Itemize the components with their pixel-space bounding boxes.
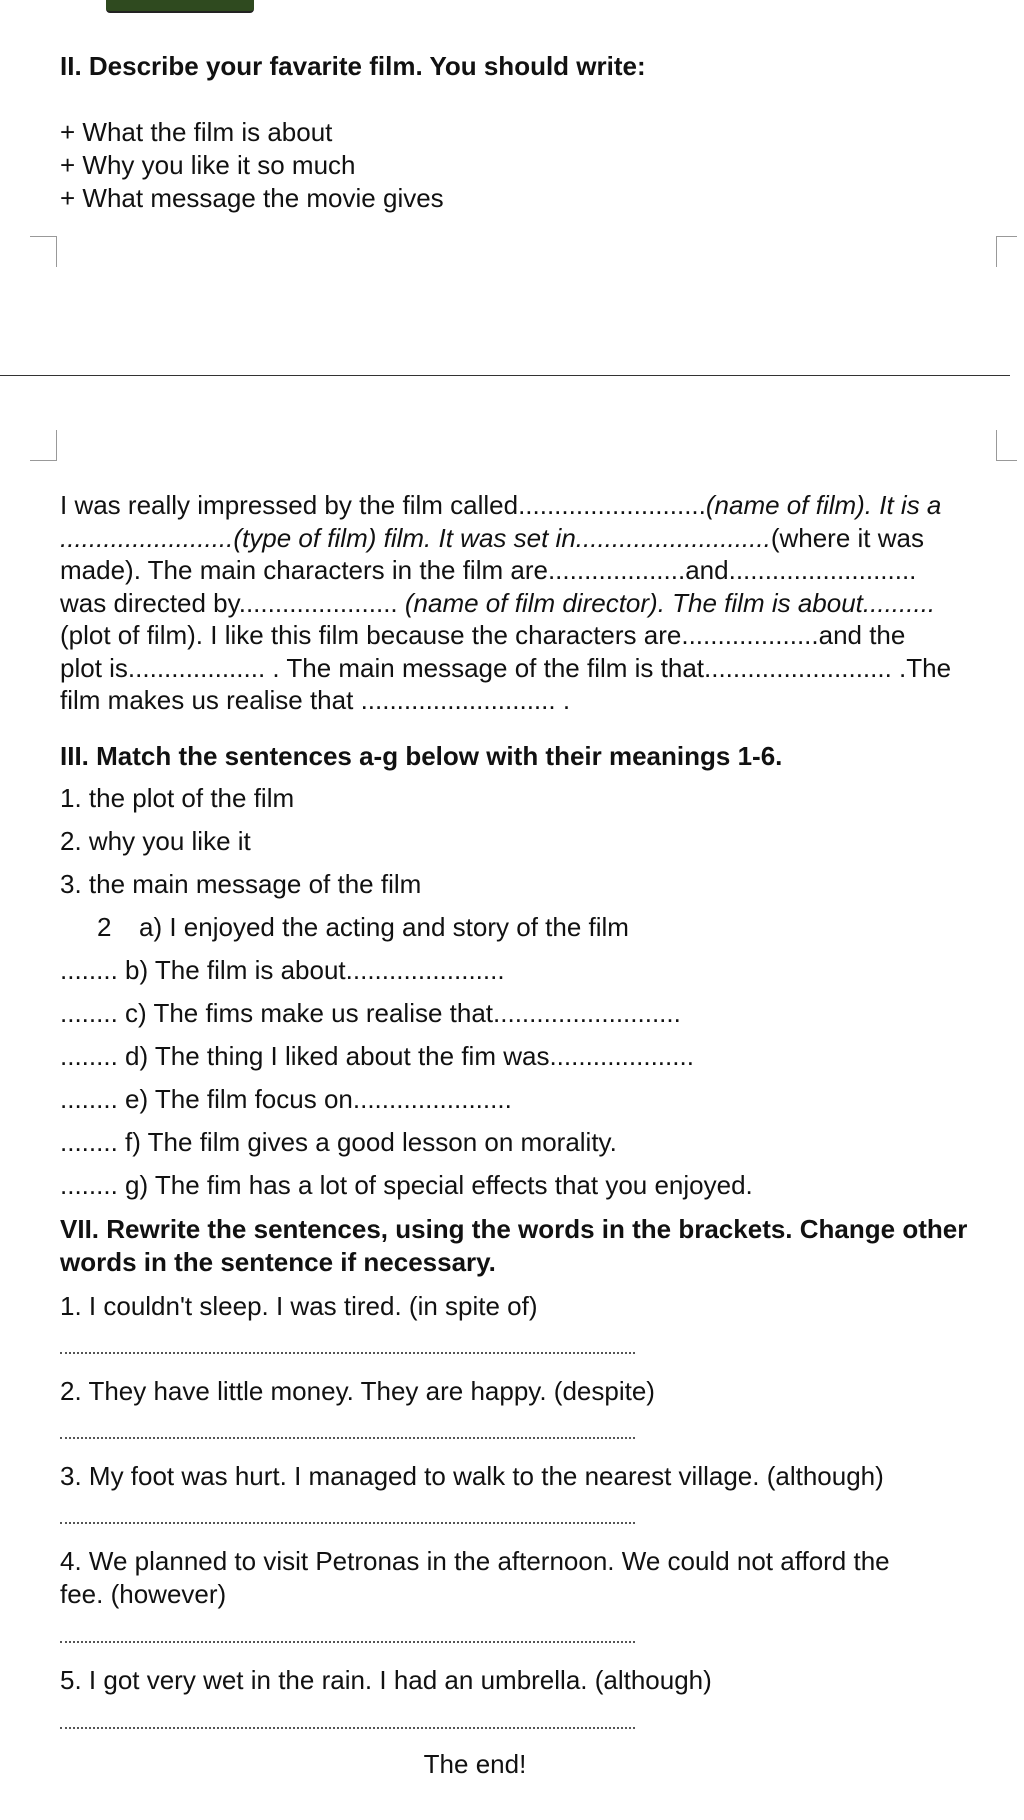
match-answer-blank: ........: [60, 998, 118, 1028]
blank: ...................: [127, 652, 266, 683]
rewrite-item-5: 5. I got very wet in the rain. I had an umbrella. (although): [60, 1665, 712, 1695]
section7-heading-line1: VII. Rewrite the sentences, using the words in the brackets. Change other: [60, 1214, 968, 1244]
blank: ..........................: [704, 652, 892, 683]
section3-heading: III. Match the sentences a-g below with their meanings 1-6.: [60, 741, 783, 771]
match-sentence-a: 2 a) I enjoyed the acting and story of the film: [60, 911, 629, 943]
meaning-3: 3. the main message of the film: [60, 869, 422, 899]
blank: ..........................: [518, 490, 706, 520]
blank: ..........: [862, 587, 936, 618]
match-sentence-e: ........ e) The film focus on......................: [60, 1084, 512, 1114]
blank: ...................: [547, 555, 686, 585]
answer-line: [60, 1727, 635, 1729]
rewrite-item-1: 1. I couldn't sleep. I was tired. (in spite of): [60, 1291, 538, 1321]
blank: ..........................: [728, 555, 917, 585]
page-break-line: [0, 375, 1010, 376]
match-answer-blank: ........: [60, 1127, 118, 1157]
rewrite-item-2: 2. They have little money. They are happy. (despite): [60, 1376, 655, 1406]
bullet-2: + Why you like it so much: [60, 150, 356, 180]
section7-heading-line2: words in the sentence if necessary.: [60, 1247, 496, 1277]
blank: ...................: [681, 620, 819, 650]
page-corner-mark: [996, 236, 1017, 267]
bullet-1: + What the film is about: [60, 117, 333, 147]
match-answer-blank: ........: [60, 1041, 118, 1071]
blank: ........................: [60, 522, 234, 553]
blank: ...........................: [575, 522, 771, 553]
answer-line: [60, 1522, 635, 1524]
answer-line: [60, 1437, 635, 1439]
match-answer-blank: ........: [60, 1170, 118, 1200]
match-answer-blank: ........: [60, 955, 118, 985]
page-corner-mark: [30, 236, 57, 267]
bullet-3: + What message the movie gives: [60, 183, 444, 213]
answer-line: [60, 1641, 635, 1643]
match-sentence-b: ........ b) The film is about......................: [60, 955, 505, 985]
blank: ........................... .: [360, 685, 571, 715]
fill-in-paragraph: I was really impressed by the film called..........................(name of film). It is a ........................(type of film) film. It was set in...........................(where it was made). The main characters in the film are...................and.......................... was directed by...................... (name of film director). The film is about.......... (plot of film). I like this film because the characters are...................and the plot is................... . The main message of the film is that.......................... .The film makes us realise that ........................... .: [60, 490, 952, 715]
page-corner-mark: [996, 430, 1017, 461]
rewrite-item-4-line1: 4. We planned to visit Petronas in the afternoon. We could not afford the: [60, 1546, 890, 1576]
rewrite-item-3: 3. My foot was hurt. I managed to walk to the nearest village. (although): [60, 1461, 884, 1491]
answer-line: [60, 1352, 635, 1354]
match-answer-blank: ........: [60, 1084, 118, 1114]
top-image-fragment: [106, 0, 254, 13]
page-corner-mark: [30, 430, 57, 461]
match-answer: 2: [97, 912, 112, 942]
rewrite-item-4-line2: fee. (however): [60, 1579, 227, 1609]
section2-heading: II. Describe your favarite film. You should write:: [60, 51, 646, 81]
match-sentence-g: ........ g) The fim has a lot of special effects that you enjoyed.: [60, 1170, 753, 1200]
meaning-2: 2. why you like it: [60, 826, 251, 856]
match-sentence-d: ........ d) The thing I liked about the fim was....................: [60, 1041, 694, 1071]
match-sentence-c: ........ c) The fims make us realise that..........................: [60, 998, 681, 1028]
meaning-1: 1. the plot of the film: [60, 783, 295, 813]
the-end-text: The end!: [423, 1749, 527, 1779]
blank: ......................: [238, 587, 398, 618]
match-sentence-f: ........ f) The film gives a good lesson on morality.: [60, 1127, 617, 1157]
